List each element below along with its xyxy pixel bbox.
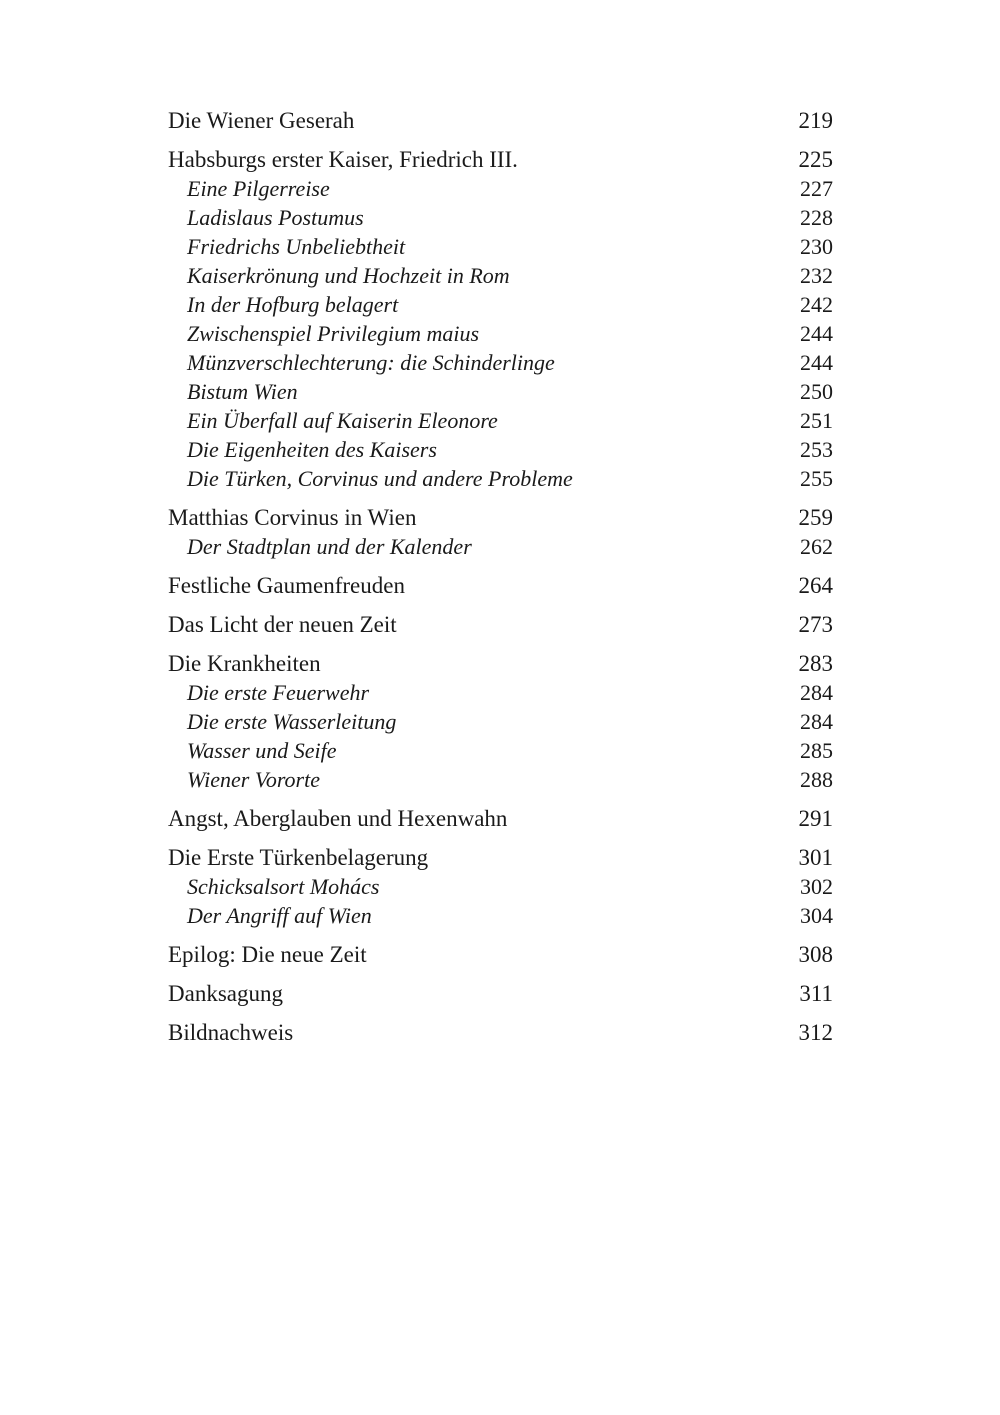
toc-entry-page-number: 225: [798, 147, 833, 172]
toc-entry-title: Der Angriff auf Wien: [187, 903, 372, 928]
toc-entry-page-number: 253: [800, 437, 833, 462]
toc-entry-page-number: 304: [800, 903, 833, 928]
toc-entry-title: Die erste Feuerwehr: [187, 680, 370, 705]
toc-entry-title: Bistum Wien: [187, 379, 298, 404]
toc-entry-title: Friedrichs Unbeliebtheit: [187, 234, 406, 259]
toc-entry-title: Die Krankheiten: [168, 651, 321, 676]
toc-entry-page-number: 291: [798, 806, 833, 831]
toc-section-entry: [168, 736, 833, 765]
toc-section-entry: [168, 174, 833, 203]
toc-chapter-entry: [168, 940, 833, 969]
toc-entry-page-number: 244: [800, 321, 833, 346]
toc-entry-page-number: 259: [798, 505, 833, 530]
toc-section-entry: [168, 707, 833, 736]
toc-section-entry: [168, 203, 833, 232]
toc-entry-title: Münzverschlechterung: die Schinderlinge: [187, 350, 555, 375]
toc-entry-title: Kaiserkrönung und Hochzeit in Rom: [187, 263, 510, 288]
toc-chapter-entry: [168, 145, 833, 174]
toc-section-entry: [168, 261, 833, 290]
toc-entry-page-number: 312: [798, 1020, 833, 1045]
toc-entry-title: Wasser und Seife: [187, 738, 337, 763]
toc-chapter-entry: [168, 571, 833, 600]
toc-entry-title: Das Licht der neuen Zeit: [168, 612, 397, 637]
toc-entry-page-number: 228: [800, 205, 833, 230]
toc-entry-page-number: 273: [798, 612, 833, 637]
toc-entry-title: Die Eigenheiten des Kaisers: [187, 437, 437, 462]
toc-entry-page-number: 284: [800, 680, 833, 705]
toc-entry-page-number: 255: [800, 466, 833, 491]
toc-section-entry: [168, 377, 833, 406]
toc-entry-title: Epilog: Die neue Zeit: [168, 942, 367, 967]
toc-section-entry: [168, 464, 833, 493]
toc-entry-page-number: 264: [798, 573, 833, 598]
toc-entry-title: Angst, Aberglauben und Hexenwahn: [168, 806, 508, 831]
toc-section-entry: [168, 435, 833, 464]
toc-chapter-entry: [168, 843, 833, 872]
toc-entry-title: Eine Pilgerreise: [187, 176, 330, 201]
toc-entry-title: Die Türken, Corvinus und andere Probleme: [187, 466, 573, 491]
toc-chapter-entry: [168, 649, 833, 678]
toc-entry-page-number: 232: [800, 263, 833, 288]
toc-entry-page-number: 262: [800, 534, 833, 559]
toc-entry-page-number: 285: [800, 738, 833, 763]
toc-entry-page-number: 301: [798, 845, 833, 870]
toc-entry-title: Zwischenspiel Privilegium maius: [187, 321, 480, 346]
toc-entry-page-number: 227: [800, 176, 833, 201]
toc-entry-page-number: 283: [798, 651, 833, 676]
toc-section-entry: [168, 290, 833, 319]
toc-entry-title: Bildnachweis: [168, 1020, 294, 1045]
toc-section-entry: [168, 532, 833, 561]
toc-entry-title: Festliche Gaumenfreuden: [168, 573, 405, 598]
toc-entry-title: Matthias Corvinus in Wien: [168, 505, 417, 530]
toc-entry-title: Die Wiener Geserah: [168, 108, 355, 133]
toc-entry-title: Ein Überfall auf Kaiserin Eleonore: [187, 408, 498, 433]
toc-entry-page-number: 288: [800, 767, 833, 792]
toc-entry-title: Die erste Wasserleitung: [187, 709, 397, 734]
toc-section-entry: [168, 348, 833, 377]
toc-entry-page-number: 250: [800, 379, 833, 404]
toc-entry-title: Wiener Vororte: [187, 767, 320, 792]
toc-entry-page-number: 302: [800, 874, 833, 899]
toc-chapter-entry: [168, 804, 833, 833]
toc-entry-page-number: 284: [800, 709, 833, 734]
toc-entry-title: Die Erste Türkenbelagerung: [168, 845, 429, 870]
toc-entry-title: Habsburgs erster Kaiser, Friedrich III.: [168, 147, 518, 172]
toc-entry-page-number: 230: [800, 234, 833, 259]
table-of-contents: [168, 106, 833, 1047]
toc-section-entry: [168, 872, 833, 901]
toc-section-entry: [168, 901, 833, 930]
toc-entry-title: Danksagung: [168, 981, 283, 1006]
toc-entry-page-number: 242: [800, 292, 833, 317]
toc-entry-title: Schicksalsort Mohács: [187, 874, 380, 899]
toc-entry-page-number: 308: [798, 942, 833, 967]
toc-section-entry: [168, 319, 833, 348]
toc-section-entry: [168, 765, 833, 794]
toc-chapter-entry: [168, 106, 833, 135]
toc-section-entry: [168, 678, 833, 707]
toc-entry-title: Der Stadtplan und der Kalender: [187, 534, 472, 559]
toc-chapter-entry: [168, 503, 833, 532]
toc-entry-page-number: 219: [798, 108, 833, 133]
toc-chapter-entry: [168, 979, 833, 1008]
toc-entry-title: Ladislaus Postumus: [187, 205, 364, 230]
toc-chapter-entry: [168, 610, 833, 639]
toc-entry-page-number: 251: [800, 408, 833, 433]
toc-entry-page-number: 244: [800, 350, 833, 375]
toc-section-entry: [168, 232, 833, 261]
toc-section-entry: [168, 406, 833, 435]
toc-entry-title: In der Hofburg belagert: [187, 292, 399, 317]
toc-entry-page-number: 311: [799, 981, 833, 1006]
toc-chapter-entry: [168, 1018, 833, 1047]
